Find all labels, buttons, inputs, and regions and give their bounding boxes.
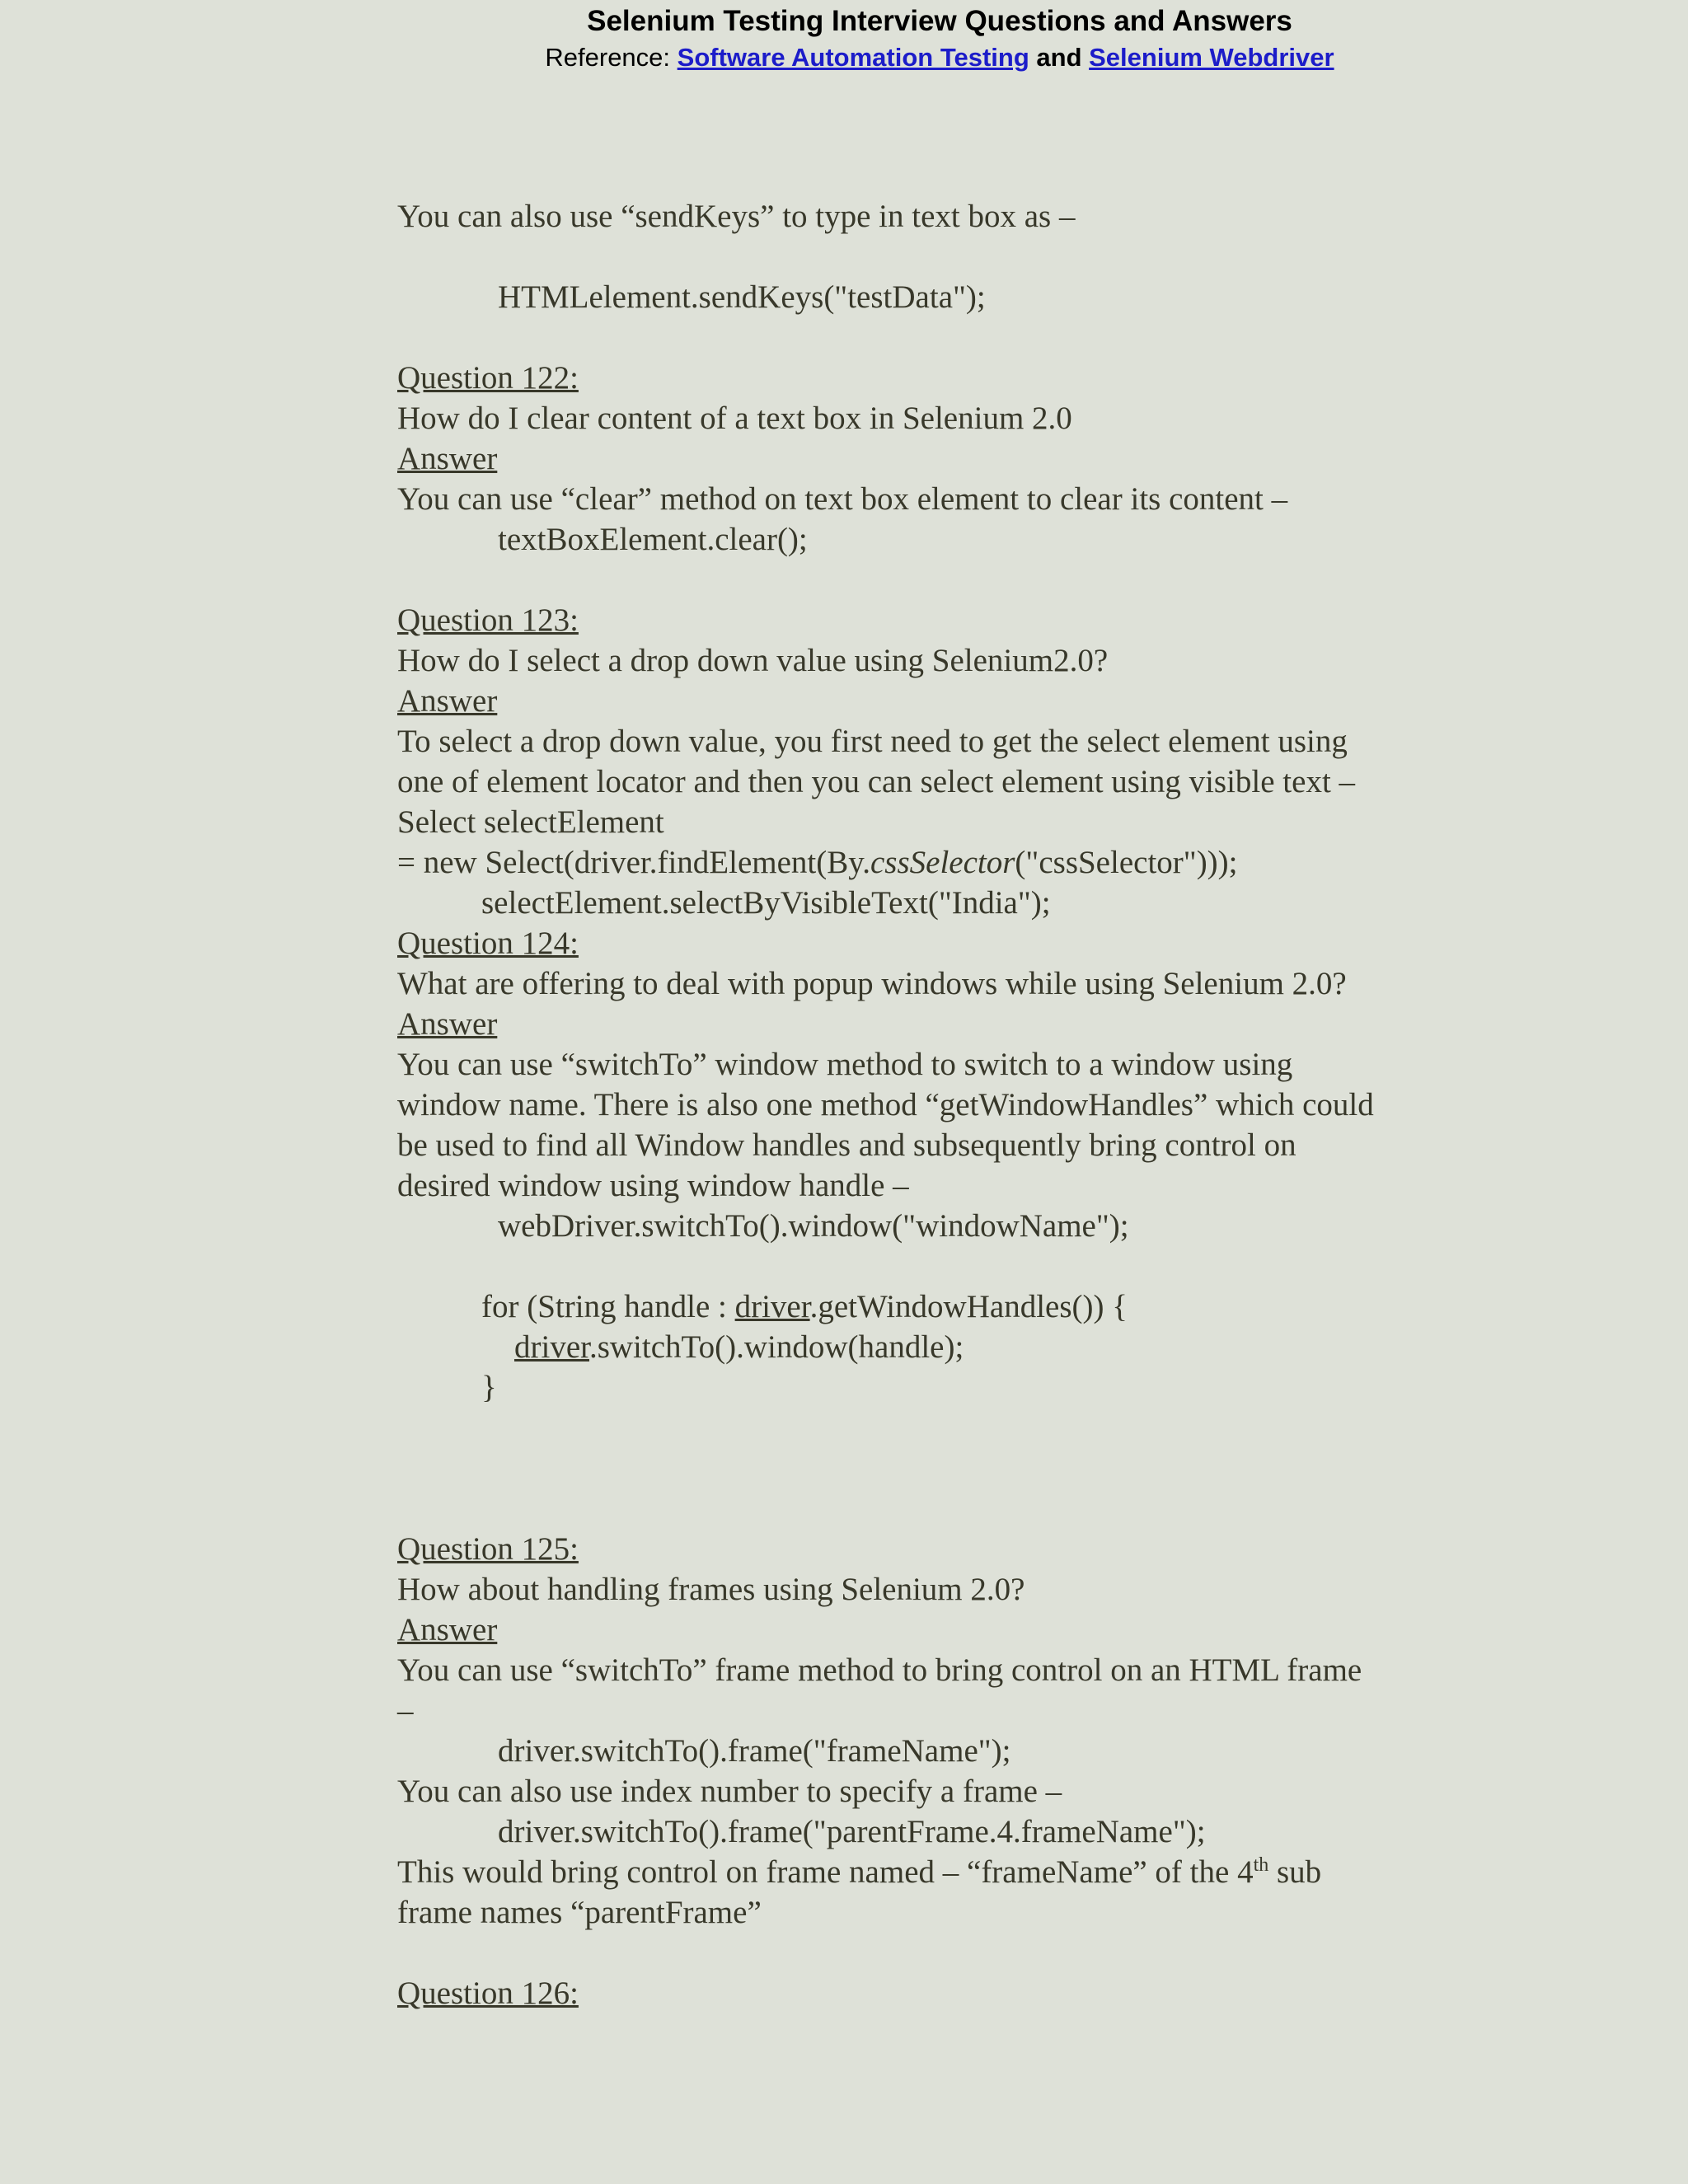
- question-123-label: Question 123:: [397, 602, 579, 638]
- answer-125-text2: You can also use index number to specify a frame –: [397, 1774, 1062, 1809]
- answer-125-line1: You can use “switchTo” frame method to bring control on an HTML frame: [397, 1652, 1362, 1688]
- answer-125-code1: driver.switchTo().frame("frameName");: [498, 1733, 1011, 1769]
- answer-124-line3: be used to find all Window handles and subsequently bring control on: [397, 1127, 1296, 1163]
- answer-123-label: Answer: [397, 683, 498, 719]
- answer-122-label: Answer: [397, 441, 498, 476]
- question-122-label: Question 122:: [397, 360, 579, 396]
- document-title: Selenium Testing Interview Questions and Answers: [587, 5, 1292, 37]
- answer-123-line2: one of element locator and then you can select element using visible text –: [397, 764, 1356, 799]
- answer-124-line2: window name. There is also one method “getWindowHandles” which could: [397, 1087, 1374, 1122]
- answer-123-code1: Select selectElement: [397, 804, 664, 840]
- and-text: and: [1029, 43, 1090, 72]
- reference-line: [0, 43, 1688, 73]
- answer-125-code2: driver.switchTo().frame("parentFrame.4.frameName");: [498, 1814, 1206, 1849]
- question-125-text: How about handling frames using Selenium 2.0?: [397, 1572, 1025, 1607]
- answer-125-line2: –: [397, 1693, 414, 1728]
- intro-text: You can also use “sendKeys” to type in text box as –: [397, 199, 1076, 234]
- answer-124-code4: }: [481, 1370, 497, 1405]
- question-123-text: How do I select a drop down value using Selenium2.0?: [397, 643, 1109, 678]
- answer-123-line1: To select a drop down value, you first need to get the select element using: [397, 724, 1348, 759]
- answer-124-code3: driver.switchTo().window(handle);: [514, 1329, 964, 1365]
- answer-124-line4: desired window using window handle –: [397, 1168, 909, 1203]
- answer-125-label: Answer: [397, 1612, 498, 1647]
- question-126-label: Question 126:: [397, 1975, 579, 2011]
- question-124-label: Question 124:: [397, 926, 579, 961]
- question-124-text: What are offering to deal with popup windows while using Selenium 2.0?: [397, 966, 1347, 1001]
- answer-124-line1: You can use “switchTo” window method to switch to a window using: [397, 1047, 1293, 1082]
- question-122-text: How do I clear content of a text box in Selenium 2.0: [397, 401, 1072, 436]
- software-automation-testing-link[interactable]: Software Automation Testing: [677, 43, 1029, 72]
- answer-123-code2: = new Select(driver.findElement(By.cssSelector("cssSelector")));: [397, 845, 1238, 880]
- answer-125-text3: This would bring control on frame named – “frameName” of the 4th sub: [397, 1854, 1322, 1890]
- intro-code: HTMLelement.sendKeys("testData");: [498, 279, 986, 315]
- answer-124-code1: webDriver.switchTo().window("windowName");: [498, 1208, 1129, 1244]
- answer-124-label: Answer: [397, 1006, 498, 1042]
- answer-123-code3: selectElement.selectByVisibleText("India");: [481, 885, 1051, 921]
- question-125-label: Question 125:: [397, 1531, 579, 1567]
- answer-122-text: You can use “clear” method on text box element to clear its content –: [397, 481, 1288, 517]
- answer-125-text4: frame names “parentFrame”: [397, 1895, 762, 1930]
- document-body: [397, 196, 1502, 2013]
- reference-label: Reference:: [545, 43, 678, 72]
- answer-124-code2: for (String handle : driver.getWindowHandles()) {: [481, 1289, 1128, 1324]
- selenium-webdriver-link[interactable]: Selenium Webdriver: [1089, 43, 1334, 72]
- answer-122-code: textBoxElement.clear();: [498, 522, 808, 557]
